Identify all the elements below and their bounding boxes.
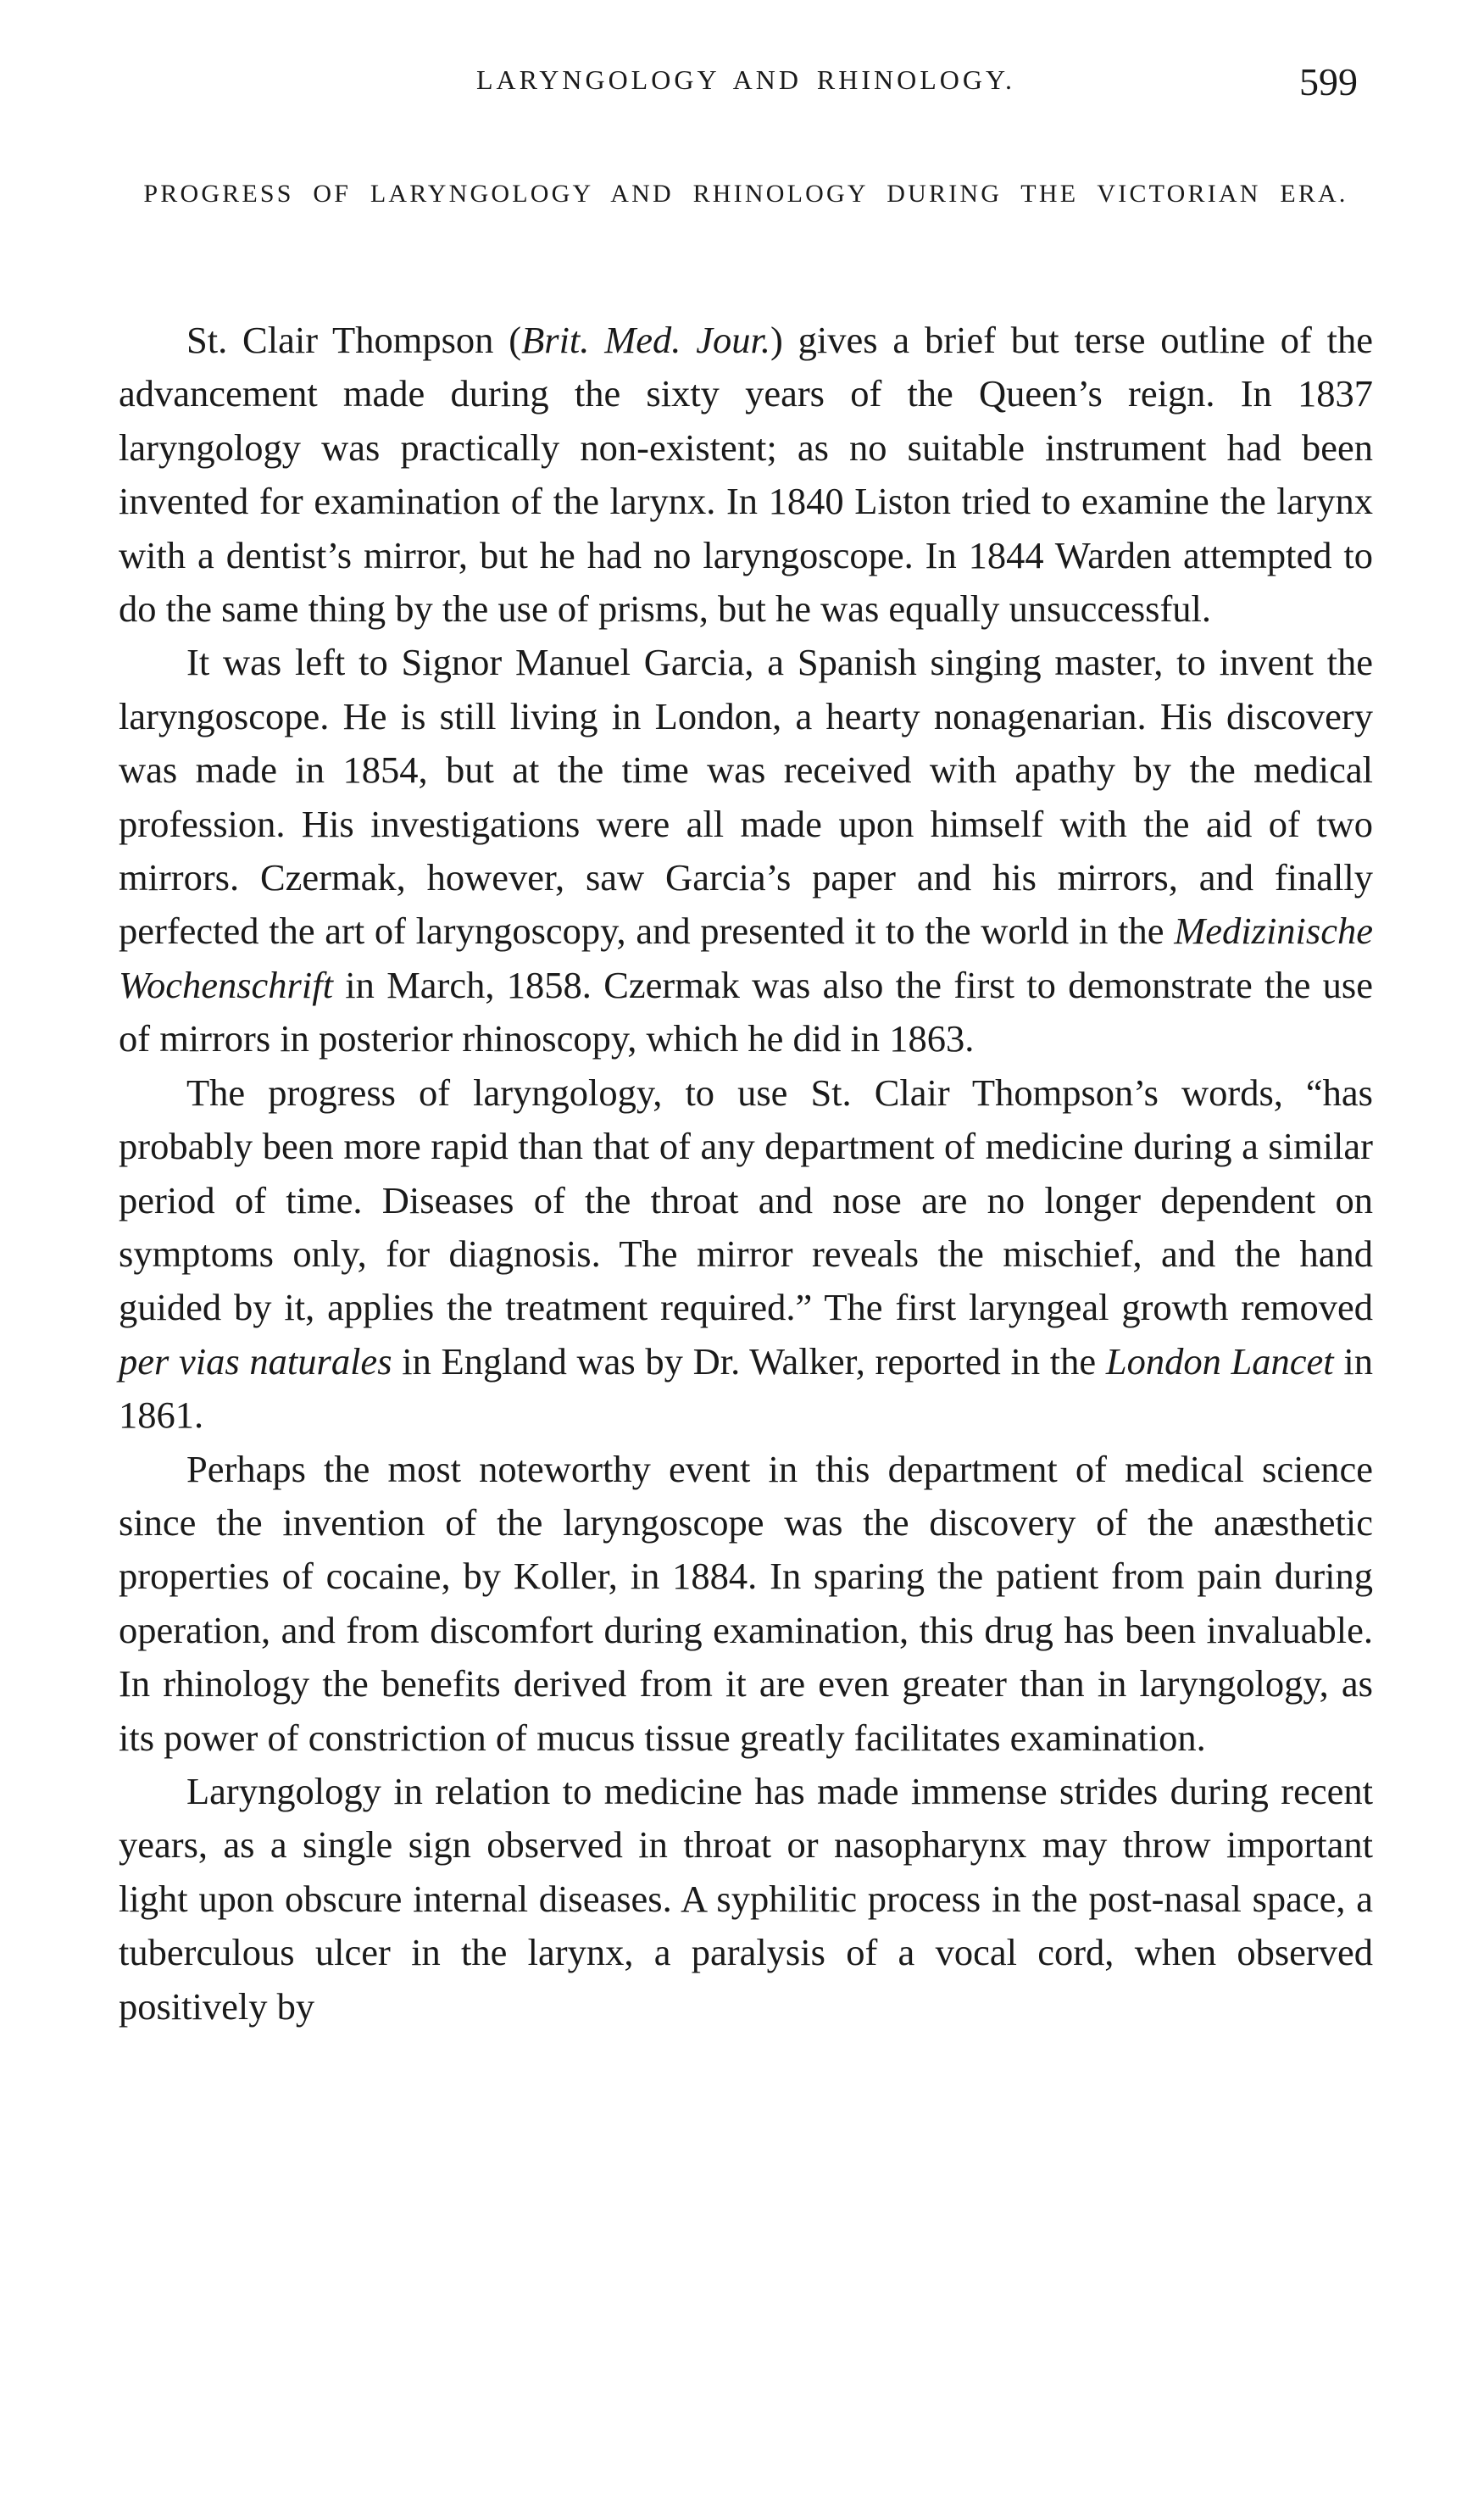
journal-title: London Lancet [1105, 1339, 1334, 1383]
text-run: in England was by Dr. Walker, reported in the [392, 1339, 1106, 1383]
running-title: LARYNGOLOGY AND RHINOLOGY. [476, 64, 1015, 95]
text-run: in 1861. [119, 1339, 1373, 1437]
text-run: St. Clair Thompson ( [186, 319, 522, 361]
paragraph-progress [119, 1066, 1373, 1443]
journal-title: Brit. Med. Jour. [521, 319, 771, 361]
journal-title: Medizinische Wochenschrift [119, 910, 1373, 1006]
paragraph-garcia-czermak [119, 636, 1373, 1066]
paragraph-medicine [119, 1765, 1373, 2034]
text-run: The progress of laryngology, to use St. Clair Thompson’s words, “has probably been more rapid than that of any department of medicine during a similar period of time. Diseases of the throat and nose are no longer dependent on symptoms only, for diagnosis. The mirror reveals the mischief, and the hand guided by it, applies the treatment required.” The first laryngeal growth removed [119, 1071, 1373, 1329]
section-title: PROGRESS OF LARYNGOLOGY AND RHINOLOGY DURING THE VICTORIAN ERA. [143, 180, 1348, 208]
running-head [119, 59, 1373, 119]
text-run: in March, 1858. Czermak was also the first to demonstrate the use of mirrors in posterior rhinoscopy, which he did in 1863. [119, 963, 1373, 1060]
text-run: It was left to Signor Manuel Garcia, a Spanish singing master, to invent the laryngoscope. He is still living in London, a hearty nonagenarian. His discovery was made in 1854, but at the time was received with apathy by the medical profession. His investigations were all made upon himself with the aid of two mirrors. Czermak, however, saw Garcia’s paper and his mirrors, and finally perfected the art of laryngoscopy, and presented it to the world in the [119, 641, 1373, 953]
paragraph-cocaine [119, 1443, 1373, 1765]
latin-phrase: per vias naturales [119, 1339, 392, 1383]
text-run: Laryngology in relation to medicine has made immense strides during recent years, as a single sign observed in throat or nasopharynx may throw important light upon obscure internal diseases. A syphilitic process in the post-nasal space, a tuberculous ulcer in the larynx, a paralysis of a vocal cord, when observed positively by [119, 1769, 1373, 2028]
page-number: 599 [1299, 60, 1358, 103]
text-run: Perhaps the most noteworthy event in this department of medical science since the invention of the laryngoscope was the discovery of the anæsthetic properties of cocaine, by Koller, in 1884. In sparing the patient from pain during operation, and from discomfort during examination, this drug has been invaluable. In rhinology the benefits derived from it are even greater than in laryngology, as its power of constriction of mucus tissue greatly facilitates examination. [119, 1447, 1373, 1759]
body-text [119, 314, 1373, 2034]
text-run: ) gives a brief but terse outline of the advancement made during the sixty years of the Queen’s reign. In 1837 laryngology was practically non-existent; as no suitable instrument had been invented for examination of the larynx. In 1840 Liston tried to examine the larynx with a dentist’s mirror, but he had no laryngoscope. In 1844 Warden attempted to do the same thing by the use of prisms, but he was equally unsuccessful. [119, 319, 1373, 631]
paragraph-thompson-outline [119, 314, 1373, 636]
